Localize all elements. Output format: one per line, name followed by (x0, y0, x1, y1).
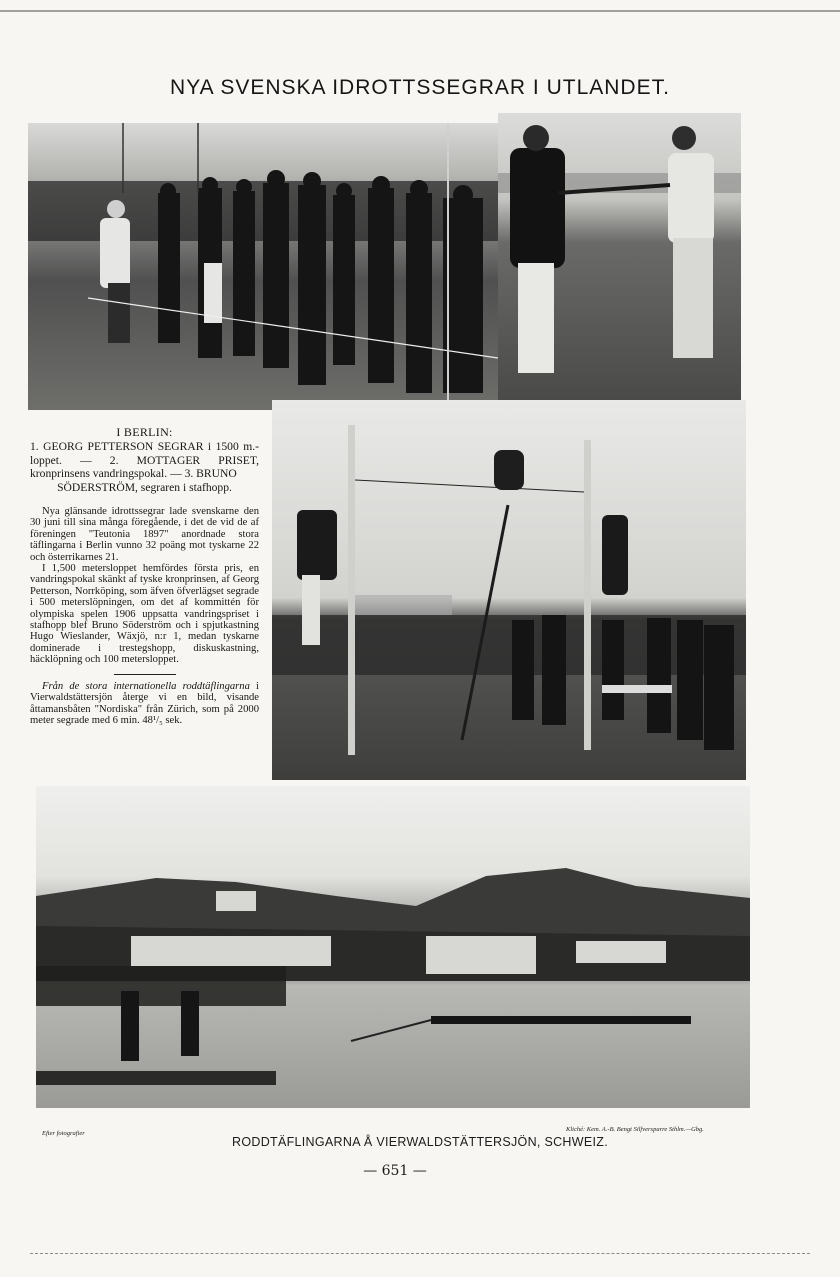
print-credit: Kliché: Kem. A.-B. Bengt Silfversparre Sthlm.—Gbg. (566, 1126, 704, 1133)
lead-caption (30, 440, 259, 494)
photo-prize-presentation (498, 113, 741, 400)
bottom-rule (30, 1253, 810, 1254)
top-rule (0, 10, 840, 12)
photo-race-finish (28, 123, 498, 410)
photo-rowing-regatta (36, 786, 750, 1108)
lead-caption-line: 1. GEORG PETTERSON SEGRAR i 1500 m.-loppet. — 2. MOTTAGER PRISET, kronprinsens vandringspokal. — 3. BRUNO (30, 440, 259, 480)
divider (114, 674, 176, 675)
rowing-caption: RODDTÄFLINGARNA Å VIERWALDSTÄTTERSJÖN, SCHWEIZ. (232, 1135, 608, 1149)
italic-phrase: Från de stora internationella roddtäflingarna (42, 680, 250, 692)
lead-caption-last-line: SÖDERSTRÖM, segraren i stafhopp. (57, 480, 232, 494)
article-paragraph-2: I 1,500 metersloppet hemfördes första pris, en vandringspokal skänkt af tyske kronprinsen, af Georg Petterson, Norrköping, som äfven öfverlägset segrade i 500 meterslöpningen, om det af kommittén för olympiska spelen 1906 uppsatta vandringspriset i stafhopp blef Bruno Söderström och i spjutkastning Hugo Wieslander, Wäxjö, n:r 1, medan tyskarne dominerade i trestegshopp, diskuskastning, häcklöpning och 100 metersloppet. (30, 563, 259, 666)
article-paragraph-3 (30, 681, 259, 727)
photo-pole-vault (272, 400, 746, 780)
paragraph-3-rest: i Vierwaldstättersjön återge vi en bild, visande åttamansbåten "Nordiska" från Zürich, som på 2000 meter segrade med 6 min. 48¹/₅ sek. (30, 680, 259, 726)
location-heading: I BERLIN: (116, 425, 173, 439)
page-title: NYA SVENSKA IDROTTSSEGRAR I UTLANDET. (170, 76, 670, 99)
article-text (30, 426, 259, 726)
photo-credit: Efter fotografier (42, 1130, 85, 1137)
page-number: — 651 — (363, 1163, 427, 1179)
article-paragraph-1: Nya glänsande idrottssegrar lade svenskarne den 30 juni till sina många föregående, i det de vid de af föreningen "Teutonia 1897" anordnade stora täflingarna i Berlin vunno 32 poäng mot tyskarne 22 och österrikarnes 21. (30, 506, 259, 563)
